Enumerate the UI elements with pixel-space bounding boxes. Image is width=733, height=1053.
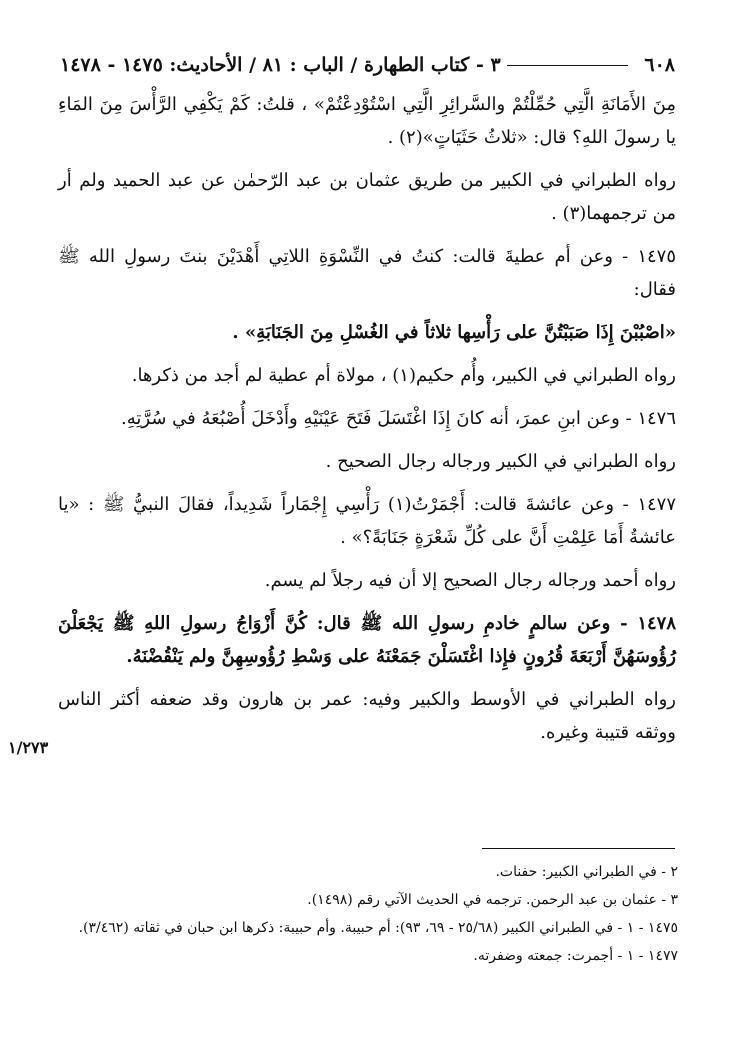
- footnotes: [58, 860, 678, 972]
- footnote: ١٤٧٥ - ١ - في الطبراني الكبير (٢٥/٦٨ - ٦٩، ٩٣): أم حبيبة. وأم حبيبة: ذكرها ابن حبان في ثقاته (٣/٤٦٢).: [78, 920, 678, 936]
- page-number: ٦٠٨: [644, 54, 675, 76]
- paragraph: رواه الطبراني في الأوسط والكبير وفيه: عمر بن هارون وقد ضعفه أكثر الناس ووثقه قتيبة وغيره.: [58, 689, 676, 743]
- page-header: [60, 48, 675, 82]
- hadith-1475: ١٤٧٥ - وعن أم عطيةَ قالت: كنتُ في النِّسْوَةِ اللاتِي أَهْدَيْنَ بنتَ رسولِ الله ﷺ فقال:: [58, 246, 676, 300]
- hadith-1476: ١٤٧٦ - وعن ابنِ عمرَ، أنه كانَ إِذَا اغْتَسَلَ فَتَحَ عَيْنَيْهِ وأَدْخَلَ أُصْبُعَهُ في سُرَّتِهِ.: [121, 408, 676, 429]
- hadith-1477: ١٤٧٧ - وعن عائشةَ قالت: أَجْمَرْتُ(١) رَأْسِي إِجْمَاراً شَدِيداً، فقالَ النبيُّ ﷺ : «يا عائشةُ أَمَا عَلِمْتِ أَنَّ على كُلِّ شَعْرَةٍ جَنَابَةً؟» .: [58, 494, 677, 548]
- header-title: ٣ - كتاب الطهارة / الباب : ٨١ / الأحاديث: ١٤٧٥ - ١٤٧٨: [60, 54, 501, 76]
- paragraph: رواه أحمد ورجاله رجال الصحيح إلا أن فيه رجلاً لم يسم.: [264, 570, 676, 591]
- paragraph: مِنَ الأَمَانَةِ الَّتِي حُمِّلْتُمْ والسَّرائِرِ الَّتِي اسْتُوْدِعْتُمْ» ، قلتُ: كَمْ يَكْفِي الرَّأْسَ مِنَ المَاءِ يا رسولَ اللهِ؟ قال: «ثلاثُ حَثَيَاتٍ»(٢) .: [58, 94, 676, 148]
- footnote: ٢ - في الطبراني الكبير: حفنات.: [495, 864, 678, 880]
- hadith-1478: ١٤٧٨ - وعن سالمٍ خادمِ رسولِ الله ﷺ قال: كُنَّ أَزْوَاجُ رسولِ اللهِ ﷺ يَجْعَلْنَ رُؤُوسَهُنَّ أَرْبَعَةَ قُرُونٍ فإِذا اغْتَسَلْنَ جَمَعْنَهُ على وَسْطِ رُؤُوسِهِنَّ ولم يَنْقُضْنَهُ.: [58, 613, 676, 667]
- footnote: ٣ - عثمان بن عبد الرحمن. ترجمه في الحديث الآتي رقم (١٤٩٨).: [307, 892, 678, 908]
- hadith-quote: «اصْبُبْنَ إِذَا صَبَبْتُنَّ على رَأْسِها ثلاثاً في الغُسْلِ مِنَ الجَنَابَةِ» .: [232, 322, 676, 343]
- footnote: ١٤٧٧ - ١ - أجمرت: جمعته وضفرته.: [473, 948, 678, 964]
- header-rule: [507, 65, 629, 66]
- paragraph: رواه الطبراني في الكبير ورجاله رجال الصحيح .: [325, 451, 676, 472]
- main-text: [58, 88, 676, 759]
- paragraph: رواه الطبراني في الكبير من طريق عثمان بن عبد الرّحمٰن عن عبد الحميد ولم أر من ترجمهما(٣) .: [58, 170, 676, 224]
- margin-reference: ١/٢٧٣: [8, 738, 49, 757]
- paragraph: رواه الطبراني في الكبير، وأُم حكيم(١) ، مولاة أم عطية لم أجد من ذكرها.: [131, 365, 676, 386]
- footnote-divider: [482, 848, 675, 849]
